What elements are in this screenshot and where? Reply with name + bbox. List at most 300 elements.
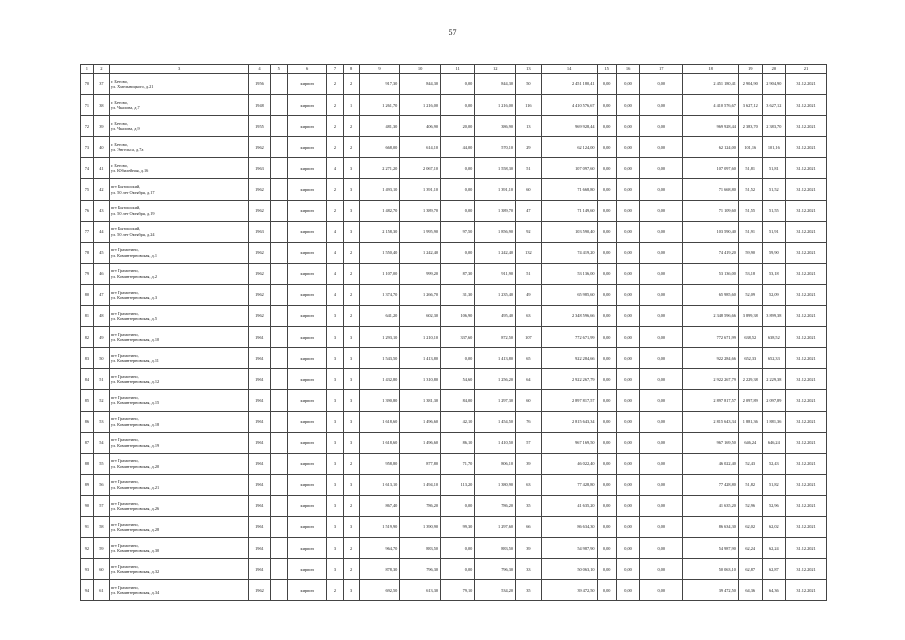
column-header: 15: [597, 65, 616, 74]
table-row: [81, 327, 827, 348]
table-cell: 2: [327, 116, 343, 137]
table-body: [81, 65, 827, 601]
table-cell: 101,16: [738, 137, 762, 158]
table-cell: 64,36: [762, 580, 786, 601]
column-header: 7: [327, 65, 343, 74]
table-cell: 93: [81, 559, 94, 580]
table-cell: 2: [343, 74, 359, 95]
address-cell: пгт Грамотино, ул. Коминтерновская, д.32: [109, 559, 248, 580]
table-cell: 79,10: [441, 580, 475, 601]
table-cell: 652,33: [738, 348, 762, 369]
table-cell: 883,50: [475, 538, 516, 559]
table-cell: 51,52: [738, 179, 762, 200]
table-row: [81, 242, 827, 263]
table-cell: 652,33: [762, 348, 786, 369]
table-cell: 877,80: [400, 453, 441, 474]
table-cell: 31.12.2021: [786, 453, 827, 474]
table-cell: 35: [516, 580, 542, 601]
table-cell: 77 428,80: [683, 474, 739, 495]
table-cell: 613,30: [400, 580, 441, 601]
table-cell: [270, 95, 287, 116]
table-cell: кирпич: [287, 369, 327, 390]
table-cell: 0,00: [616, 158, 640, 179]
table-cell: 0,00: [597, 538, 616, 559]
table-cell: 4 410 576,67: [683, 95, 739, 116]
table-cell: 97,50: [441, 221, 475, 242]
table-cell: кирпич: [287, 538, 327, 559]
table-cell: 74 419,20: [683, 242, 739, 263]
table-cell: 59: [93, 538, 109, 559]
table-row: [81, 369, 827, 390]
table-cell: 61: [93, 580, 109, 601]
address-cell: пгт Бытошский, ул. 50 лет Октября, д.24: [109, 221, 248, 242]
column-header: 6: [287, 65, 327, 74]
table-cell: 0,00: [597, 221, 616, 242]
table-cell: 0,00: [640, 221, 683, 242]
table-cell: 4: [327, 158, 343, 179]
table-cell: [270, 116, 287, 137]
table-cell: 1 482,70: [359, 200, 400, 221]
table-cell: 999,20: [400, 263, 441, 284]
table-cell: 42,10: [441, 411, 475, 432]
table-cell: 62 124,00: [683, 137, 739, 158]
table-cell: [270, 538, 287, 559]
table-cell: 1 390,90: [400, 516, 441, 537]
table-cell: 0,00: [640, 179, 683, 200]
table-cell: 0,00: [640, 495, 683, 516]
table-cell: 101,16: [762, 137, 786, 158]
table-cell: 337,60: [441, 327, 475, 348]
table-cell: 796,30: [400, 559, 441, 580]
table-cell: кирпич: [287, 432, 327, 453]
table-cell: 668,00: [359, 137, 400, 158]
table-cell: 1961: [249, 559, 270, 580]
table-cell: 0,00: [640, 116, 683, 137]
table-cell: 71,70: [441, 453, 475, 474]
table-cell: 1 210,10: [400, 327, 441, 348]
table-cell: 42: [93, 179, 109, 200]
table-cell: 1 310,80: [400, 369, 441, 390]
table-cell: 967 169,50: [683, 432, 739, 453]
table-cell: 13: [516, 116, 542, 137]
table-cell: 83: [81, 348, 94, 369]
table-cell: 1 390,80: [359, 390, 400, 411]
table-cell: [270, 559, 287, 580]
table-cell: 3: [327, 432, 343, 453]
table-cell: 2: [343, 538, 359, 559]
table-cell: 31.12.2021: [786, 369, 827, 390]
table-cell: 0,00: [597, 263, 616, 284]
table-cell: 1 618,60: [359, 411, 400, 432]
table-cell: 0,00: [597, 411, 616, 432]
table-cell: 1 297,60: [475, 516, 516, 537]
table-cell: 31.12.2021: [786, 116, 827, 137]
table-cell: 2 922 267,79: [541, 369, 597, 390]
column-header: 5: [270, 65, 287, 74]
table-cell: 51: [516, 158, 542, 179]
table-cell: 59,90: [738, 242, 762, 263]
table-cell: 71 149,60: [541, 200, 597, 221]
table-cell: 3 899,38: [762, 306, 786, 327]
table-cell: 3: [343, 474, 359, 495]
table-cell: 132: [516, 242, 542, 263]
table-cell: 2 815 643,34: [541, 411, 597, 432]
table-cell: 38: [93, 95, 109, 116]
table-cell: 31.12.2021: [786, 348, 827, 369]
table-row: [81, 559, 827, 580]
column-header: 11: [441, 65, 475, 74]
column-header: 12: [475, 65, 516, 74]
table-cell: 1961: [249, 474, 270, 495]
address-cell: пгт Грамотино, ул. Коминтерновская, д.11: [109, 348, 248, 369]
table-cell: 87: [81, 432, 94, 453]
table-cell: 84: [81, 369, 94, 390]
column-header: 18: [683, 65, 739, 74]
table-cell: 2: [327, 179, 343, 200]
table-cell: 50 063,10: [541, 559, 597, 580]
table-cell: 3: [343, 158, 359, 179]
table-cell: 78: [81, 242, 94, 263]
table-cell: [270, 516, 287, 537]
table-cell: 31.12.2021: [786, 432, 827, 453]
table-cell: [270, 137, 287, 158]
table-cell: 86,10: [441, 432, 475, 453]
table-cell: 39 472,50: [541, 580, 597, 601]
table-row: [81, 137, 827, 158]
table-cell: 76: [81, 200, 94, 221]
table-cell: 0,00: [640, 327, 683, 348]
table-cell: 52,43: [762, 453, 786, 474]
table-cell: [270, 327, 287, 348]
table-cell: 31.12.2021: [786, 263, 827, 284]
table-cell: 0,00: [616, 306, 640, 327]
table-cell: 646,24: [738, 432, 762, 453]
table-cell: 0,00: [597, 495, 616, 516]
table-cell: 63: [516, 306, 542, 327]
table-cell: 2: [343, 306, 359, 327]
table-cell: 1 235,40: [475, 284, 516, 305]
table-cell: 638,52: [738, 327, 762, 348]
table-cell: 2 158,30: [359, 221, 400, 242]
table-cell: 0,00: [640, 369, 683, 390]
table-cell: 35: [516, 495, 542, 516]
table-cell: 2: [343, 559, 359, 580]
table-cell: 1 216,00: [400, 95, 441, 116]
table-row: [81, 474, 827, 495]
table-cell: 2 904,90: [762, 74, 786, 95]
table-cell: 71 668,80: [683, 179, 739, 200]
table-cell: 0,00: [597, 137, 616, 158]
table-cell: 3: [327, 390, 343, 411]
column-header: 20: [762, 65, 786, 74]
table-cell: 1961: [249, 327, 270, 348]
table-cell: 52: [93, 390, 109, 411]
table-cell: 2 451 180,41: [541, 74, 597, 95]
table-cell: 3: [327, 369, 343, 390]
column-header: 21: [786, 65, 827, 74]
table-cell: 62,87: [738, 559, 762, 580]
table-cell: 0,00: [597, 390, 616, 411]
table-cell: 60: [516, 179, 542, 200]
table-cell: 1962: [249, 263, 270, 284]
table-cell: 3: [343, 390, 359, 411]
table-cell: [270, 306, 287, 327]
address-cell: г. Бетово, ул. Юбилейная, д.16: [109, 158, 248, 179]
table-cell: 0,00: [640, 538, 683, 559]
table-cell: 88: [81, 453, 94, 474]
table-cell: 51,81: [762, 158, 786, 179]
table-cell: 0,00: [597, 179, 616, 200]
table-cell: 969 928,44: [541, 116, 597, 137]
table-cell: 1 381,30: [400, 390, 441, 411]
table-cell: 0,00: [640, 559, 683, 580]
table-cell: 1 374,70: [359, 284, 400, 305]
table-cell: 62 124,00: [541, 137, 597, 158]
table-cell: 495,40: [475, 306, 516, 327]
table-cell: 1 432,80: [359, 369, 400, 390]
table-cell: 1961: [249, 516, 270, 537]
table-cell: 54,60: [441, 369, 475, 390]
table-row: [81, 495, 827, 516]
table-cell: 2 097,89: [738, 390, 762, 411]
table-cell: 772 671,99: [541, 327, 597, 348]
table-cell: 31.12.2021: [786, 179, 827, 200]
table-cell: 1 881,36: [738, 411, 762, 432]
address-cell: пгт Грамотино, ул. Коминтерновская, д.10: [109, 327, 248, 348]
table-cell: 0,00: [441, 559, 475, 580]
table-cell: 53 136,00: [541, 263, 597, 284]
table-cell: 570,10: [475, 137, 516, 158]
table-cell: 0,00: [597, 284, 616, 305]
table-cell: 1 261,70: [359, 95, 400, 116]
table-cell: 59,90: [762, 242, 786, 263]
table-cell: 1 391,10: [475, 179, 516, 200]
column-header: 14: [541, 65, 597, 74]
table-cell: кирпич: [287, 179, 327, 200]
table-cell: 58: [93, 516, 109, 537]
column-header: 1: [81, 65, 94, 74]
table-cell: 84,00: [441, 390, 475, 411]
table-cell: 878,30: [359, 559, 400, 580]
table-cell: 1961: [249, 390, 270, 411]
table-cell: [270, 580, 287, 601]
table-cell: 31,30: [441, 284, 475, 305]
table-cell: 44,00: [441, 137, 475, 158]
table-cell: 1 389,70: [400, 200, 441, 221]
table-cell: 33: [516, 559, 542, 580]
table-cell: 2: [327, 137, 343, 158]
table-cell: 806,10: [475, 453, 516, 474]
table-cell: 31.12.2021: [786, 559, 827, 580]
table-cell: 3: [327, 538, 343, 559]
table-cell: 0,00: [640, 263, 683, 284]
table-row: [81, 538, 827, 559]
table-cell: 31.12.2021: [786, 306, 827, 327]
table-cell: 0,00: [597, 200, 616, 221]
address-cell: пгт Грамотино, ул. Коминтерновская, д.1: [109, 242, 248, 263]
table-cell: [270, 200, 287, 221]
table-cell: кирпич: [287, 516, 327, 537]
table-cell: 1 380,90: [475, 474, 516, 495]
table-cell: 0,00: [616, 495, 640, 516]
table-cell: 62,87: [762, 559, 786, 580]
table-cell: [270, 179, 287, 200]
table-cell: 107: [516, 327, 542, 348]
table-cell: 2: [327, 74, 343, 95]
table-cell: 80: [81, 284, 94, 305]
table-cell: 922 284,66: [683, 348, 739, 369]
table-cell: 1 519,90: [359, 516, 400, 537]
table-cell: 1 297,30: [475, 390, 516, 411]
table-cell: 2: [343, 453, 359, 474]
address-cell: г. Бетово, ул. Энгельса, д.7а: [109, 137, 248, 158]
table-cell: 3 627,12: [738, 95, 762, 116]
table-cell: 3: [343, 200, 359, 221]
table-cell: 967 169,50: [541, 432, 597, 453]
table-cell: [270, 432, 287, 453]
table-cell: 1 293,10: [359, 327, 400, 348]
table-cell: 3: [327, 495, 343, 516]
table-cell: 51,91: [738, 221, 762, 242]
table-cell: 1961: [249, 453, 270, 474]
table-cell: 2: [327, 200, 343, 221]
table-cell: 50: [93, 348, 109, 369]
table-cell: 3: [327, 453, 343, 474]
table-cell: 0,00: [640, 95, 683, 116]
address-cell: пгт Грамотино, ул. Коминтерновская, д.30: [109, 538, 248, 559]
table-cell: 41 635,20: [683, 495, 739, 516]
table-cell: 786,20: [400, 495, 441, 516]
table-cell: 1961: [249, 495, 270, 516]
table-row: [81, 348, 827, 369]
table-cell: 0,00: [597, 453, 616, 474]
table-cell: 0,00: [597, 327, 616, 348]
table-cell: 2 348 596,66: [683, 306, 739, 327]
table-cell: 0,00: [640, 200, 683, 221]
table-cell: 0,00: [616, 284, 640, 305]
table-cell: 0,00: [616, 559, 640, 580]
table-cell: 0,00: [616, 390, 640, 411]
address-cell: пгт Грамотино, ул. Коминтерновская, д.26: [109, 495, 248, 516]
table-cell: 52,09: [738, 284, 762, 305]
table-cell: 0,00: [597, 559, 616, 580]
table-cell: 883,50: [400, 538, 441, 559]
table-cell: 2: [343, 263, 359, 284]
table-cell: 3: [327, 474, 343, 495]
table-cell: 2: [343, 137, 359, 158]
table-cell: [270, 158, 287, 179]
table-cell: 969 928,44: [683, 116, 739, 137]
table-cell: 75: [81, 179, 94, 200]
table-cell: 116: [516, 95, 542, 116]
column-header: 10: [400, 65, 441, 74]
table-cell: 3: [343, 516, 359, 537]
table-cell: 53,18: [762, 263, 786, 284]
table-cell: 1 995,90: [400, 221, 441, 242]
table-cell: 51,55: [762, 200, 786, 221]
address-cell: пгт Грамотино, ул. Коминтерновская, д.12: [109, 369, 248, 390]
table-cell: [270, 74, 287, 95]
table-cell: 2 383,70: [762, 116, 786, 137]
table-cell: кирпич: [287, 453, 327, 474]
table-cell: 1961: [249, 411, 270, 432]
table-cell: 2: [327, 95, 343, 116]
table-cell: 54 987,90: [541, 538, 597, 559]
table-cell: 692,50: [359, 580, 400, 601]
table-cell: 481,30: [359, 116, 400, 137]
table-cell: 0,00: [441, 242, 475, 263]
table-cell: 39 472,50: [683, 580, 739, 601]
housing-register-table: [80, 64, 827, 601]
table-cell: 1 242,40: [475, 242, 516, 263]
table-cell: 1948: [249, 95, 270, 116]
table-cell: 90: [81, 495, 94, 516]
table-cell: 0,00: [441, 495, 475, 516]
table-cell: 47: [93, 284, 109, 305]
table-cell: 1961: [249, 432, 270, 453]
table-cell: [270, 474, 287, 495]
address-cell: пгт Грамотино, ул. Коминтерновская, д.34: [109, 580, 248, 601]
table-cell: 74: [81, 158, 94, 179]
table-cell: 0,00: [616, 432, 640, 453]
table-cell: 31.12.2021: [786, 137, 827, 158]
table-cell: 0,00: [441, 158, 475, 179]
column-header: 3: [109, 65, 248, 74]
table-cell: 70: [81, 74, 94, 95]
table-cell: 3: [343, 411, 359, 432]
table-cell: 2 815 643,34: [683, 411, 739, 432]
table-cell: 52,09: [762, 284, 786, 305]
table-cell: 0,00: [616, 327, 640, 348]
table-cell: 62,24: [738, 538, 762, 559]
table-cell: 51,91: [762, 221, 786, 242]
table-cell: 47: [516, 200, 542, 221]
table-cell: 99,30: [441, 516, 475, 537]
address-cell: пгт Бытошский, ул. 50 лет Октября, д.19: [109, 200, 248, 221]
table-cell: 86 634,30: [683, 516, 739, 537]
table-cell: 31.12.2021: [786, 580, 827, 601]
table-cell: 796,30: [475, 559, 516, 580]
table-cell: 2 067,10: [400, 158, 441, 179]
table-cell: кирпич: [287, 200, 327, 221]
table-cell: 0,00: [616, 137, 640, 158]
table-cell: кирпич: [287, 74, 327, 95]
table-cell: 602,30: [400, 306, 441, 327]
table-cell: 1 494,10: [400, 474, 441, 495]
table-cell: 74 419,20: [541, 242, 597, 263]
table-row: [81, 179, 827, 200]
table-cell: 31.12.2021: [786, 74, 827, 95]
table-cell: 0,00: [441, 200, 475, 221]
table-cell: 92: [516, 221, 542, 242]
table-cell: 40: [93, 137, 109, 158]
table-cell: 31.12.2021: [786, 158, 827, 179]
table-cell: 0,00: [640, 158, 683, 179]
table-cell: [270, 221, 287, 242]
address-cell: г. Бетово, ул. Хмельницкого, д.21: [109, 74, 248, 95]
table-cell: 2 897 817,57: [541, 390, 597, 411]
table-cell: 0,00: [597, 369, 616, 390]
table-cell: 646,24: [762, 432, 786, 453]
table-row: [81, 74, 827, 95]
table-cell: 63: [516, 474, 542, 495]
table-cell: 3 627,12: [762, 95, 786, 116]
table-cell: 31.12.2021: [786, 495, 827, 516]
table-cell: 1 413,80: [400, 348, 441, 369]
table-cell: 1: [343, 95, 359, 116]
table-cell: 386,90: [475, 116, 516, 137]
column-header: 13: [516, 65, 542, 74]
